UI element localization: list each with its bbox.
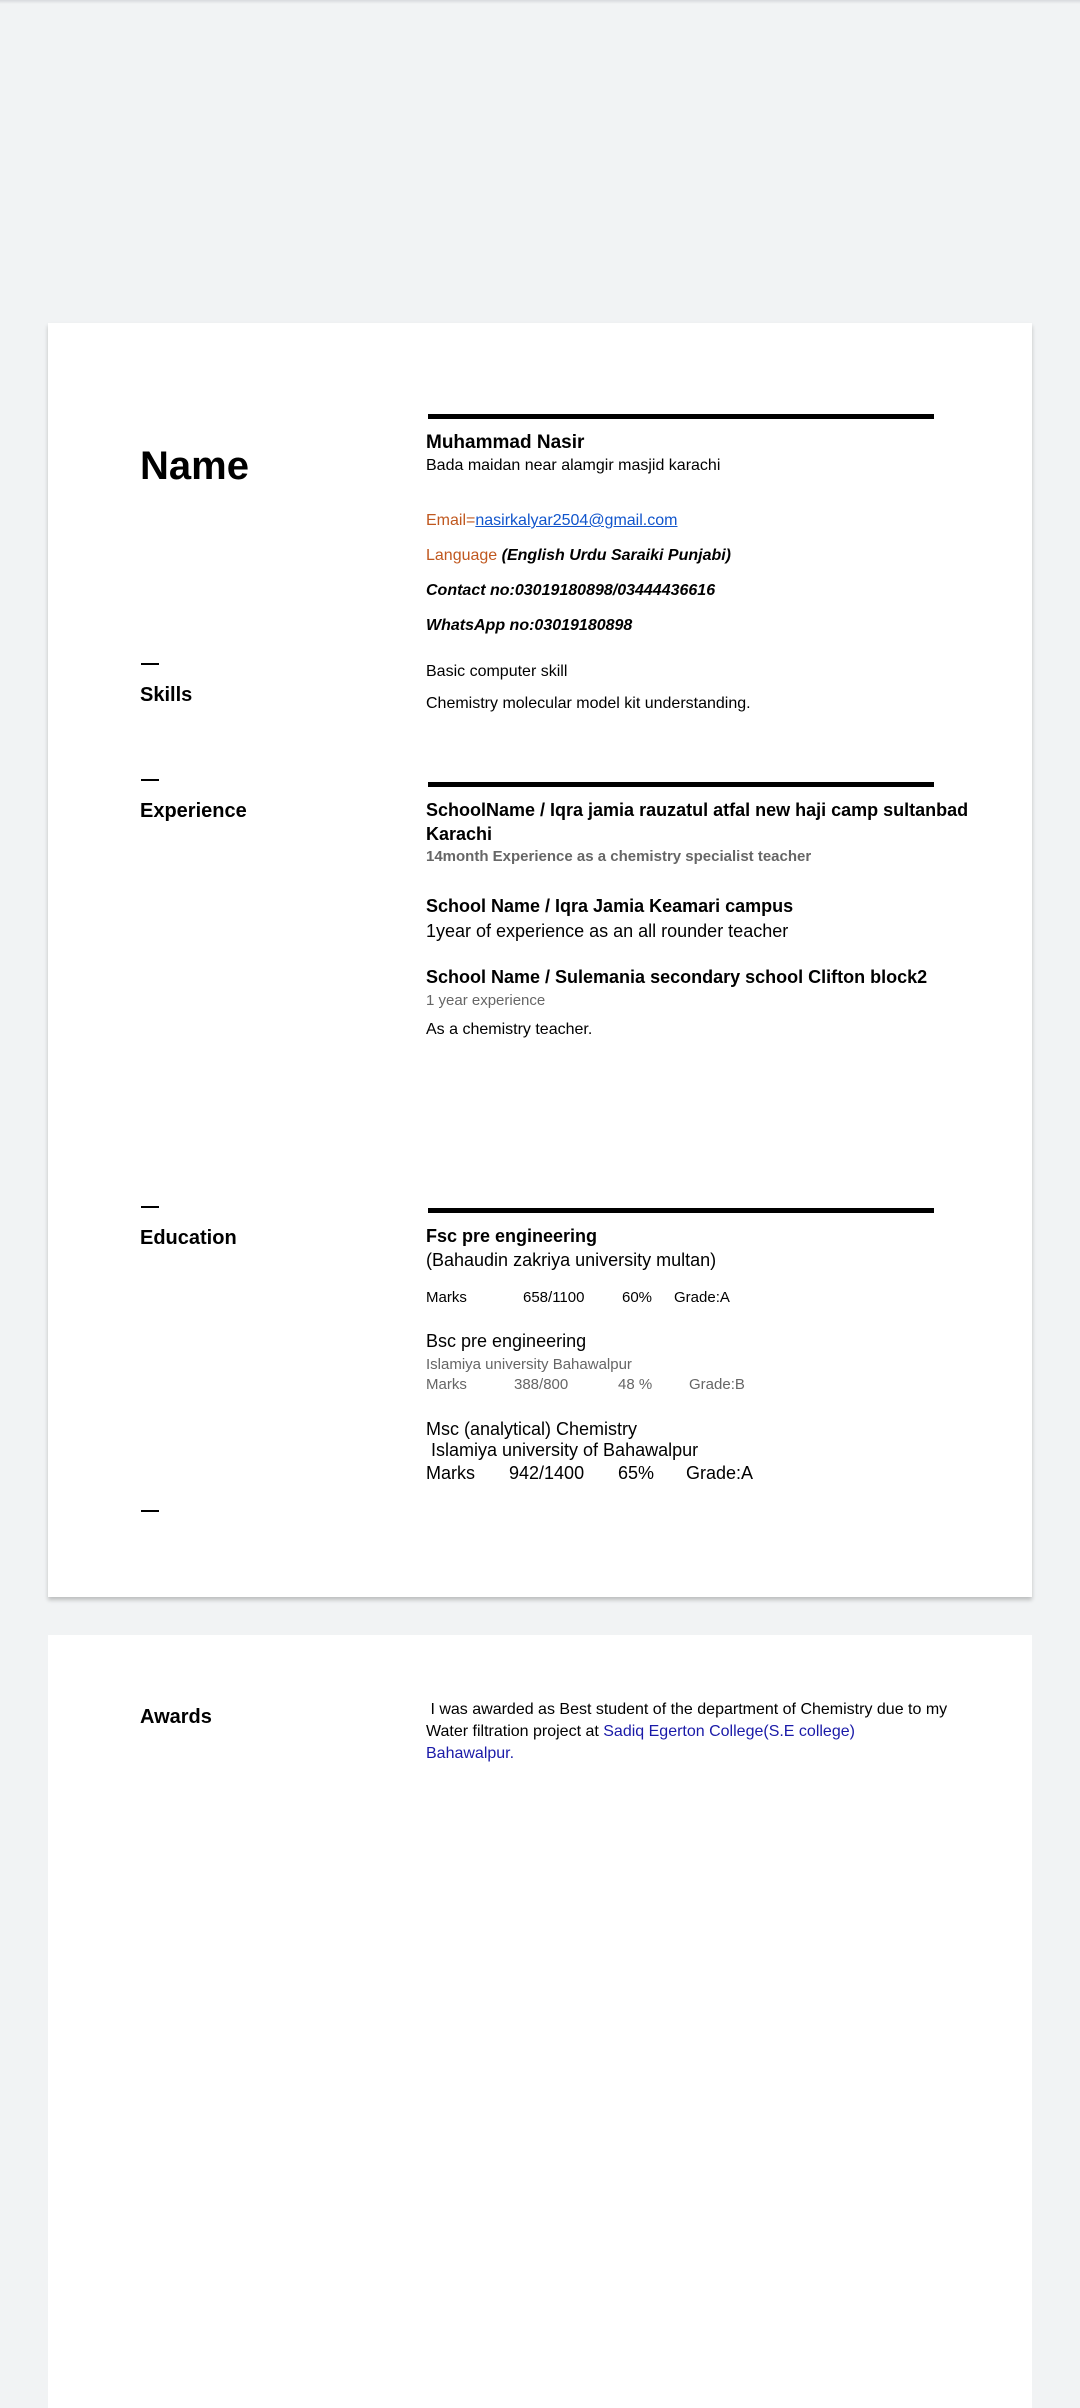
email-line — [426, 512, 677, 530]
contact-number: Contact no:03019180898/03444436616 — [426, 582, 716, 599]
marks-grade: Grade:A — [674, 1289, 730, 1306]
award-text-line — [426, 1723, 855, 1741]
marks-value: 658/1100 — [523, 1289, 585, 1306]
experience-divider-rule — [428, 782, 934, 787]
name-divider-rule — [428, 414, 934, 419]
awards-title: Awards — [140, 1706, 212, 1728]
experience-detail: 1 year experience — [426, 992, 546, 1009]
skill-item: Basic computer skill — [426, 663, 568, 680]
experience-school: School Name / Sulemania secondary school Clifton block2 — [426, 967, 928, 987]
experience-school: SchoolName / Iqra jamia rauzatul atfal new haji camp sultanbad — [426, 800, 969, 820]
marks-label: Marks — [426, 1289, 467, 1306]
marks-percent: 65% — [618, 1463, 655, 1483]
award-text: Water filtration project at — [426, 1723, 604, 1740]
document-page-1 — [48, 323, 1032, 1597]
education-marks-row — [426, 1376, 826, 1396]
marks-value: 942/1400 — [509, 1463, 585, 1483]
page-title: Name — [140, 444, 249, 488]
experience-school: School Name / Iqra Jamia Keamari campus — [426, 896, 794, 916]
marks-grade: Grade:A — [686, 1463, 754, 1483]
education-dash — [141, 1206, 159, 1208]
education-institute: (Bahaudin zakriya university multan) — [426, 1250, 717, 1270]
email-label: Email= — [426, 512, 476, 529]
person-name: Muhammad Nasir — [426, 432, 585, 453]
language-line — [426, 547, 731, 565]
education-degree: Msc (analytical) Chemistry — [426, 1419, 638, 1439]
education-divider-rule — [428, 1208, 934, 1213]
award-college-city: Bahawalpur. — [426, 1745, 515, 1762]
marks-label: Marks — [426, 1463, 475, 1483]
experience-detail: 1year of experience as an all rounder teacher — [426, 921, 789, 941]
education-title: Education — [140, 1227, 237, 1249]
marks-percent: 60% — [622, 1289, 653, 1306]
skills-title: Skills — [140, 684, 193, 706]
marks-percent: 48 % — [618, 1376, 653, 1393]
address-text: Bada maidan near alamgir masjid karachi — [426, 457, 721, 474]
experience-title: Experience — [140, 800, 247, 822]
top-shadow — [0, 0, 1080, 4]
skill-item: Chemistry molecular model kit understanding. — [426, 695, 751, 712]
document-page-2 — [48, 1635, 1032, 2408]
education-institute: Islamiya university Bahawalpur — [426, 1356, 632, 1373]
experience-school-cont: Karachi — [426, 824, 493, 844]
email-link[interactable]: nasirkalyar2504@gmail.com — [475, 512, 678, 529]
language-label: Language — [426, 547, 498, 564]
skills-dash — [141, 663, 159, 665]
marks-label: Marks — [426, 1376, 467, 1393]
experience-dash — [141, 779, 159, 781]
education-marks-row — [426, 1289, 826, 1309]
education-degree: Bsc pre engineering — [426, 1331, 587, 1351]
award-text-line: I was awarded as Best student of the department of Chemistry due to my — [426, 1701, 948, 1718]
experience-detail: 14month Experience as a chemistry specialist teacher — [426, 848, 812, 865]
education-degree: Fsc pre engineering — [426, 1226, 598, 1246]
education-institute: Islamiya university of Bahawalpur — [426, 1440, 699, 1460]
whatsapp-number: WhatsApp no:03019180898 — [426, 617, 633, 634]
marks-grade: Grade:B — [689, 1376, 745, 1393]
award-college-name: Sadiq Egerton College(S.E college) — [603, 1723, 855, 1740]
education-marks-row — [426, 1463, 826, 1487]
marks-value: 388/800 — [514, 1376, 569, 1393]
language-value: (English Urdu Saraiki Punjabi) — [501, 547, 732, 564]
education-end-dash — [141, 1510, 159, 1512]
experience-note: As a chemistry teacher. — [426, 1021, 593, 1038]
